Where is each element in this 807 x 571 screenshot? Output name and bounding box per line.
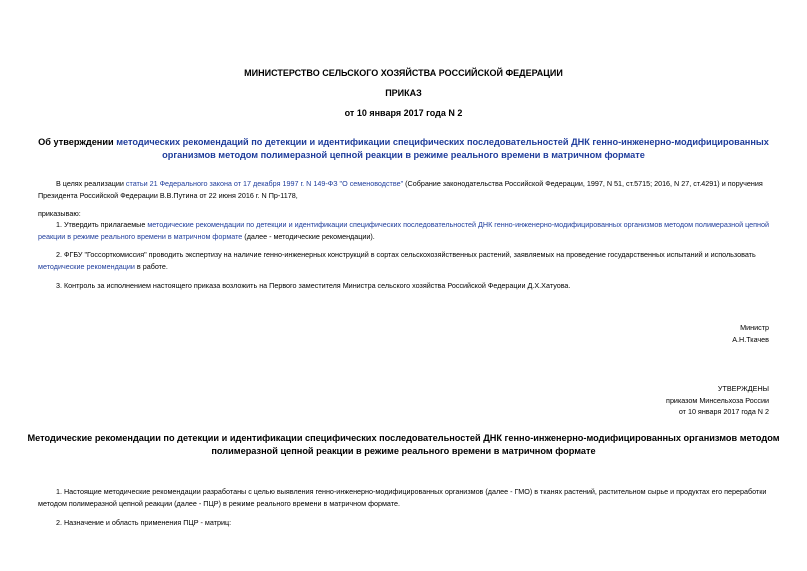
approval-line-3: от 10 января 2017 года N 2	[678, 407, 769, 416]
item-1-link[interactable]: методические рекомендации по детекции и идентификации специфических последовательностей ДНК генно-инженерно-модифицированных организмов методом полимеразной цепной	[147, 220, 770, 229]
law-link[interactable]: статьи 21 Федерального закона от 17 декабря 1997 г. N 149-ФЗ "О семеноводстве"	[125, 179, 404, 188]
item-3-line: 3. Контроль за исполнением настоящего приказа возложить на Первого заместителя Министра сельского хозяйства Российской Федерации Д.Х.Хатуова.	[56, 281, 571, 290]
recommendations-title	[0, 432, 807, 458]
order-item-1	[38, 219, 769, 242]
recommendations-title-line-1: Методические рекомендации по детекции и идентификации специфических последовательностей ДНК генно-инженерно-модифицированных организмов методом	[27, 433, 780, 443]
item-2-line-1: 2. ФГБУ "Госсорткомиссия" проводить экспертизу на наличие генно-инженерных конструкций в сортах сельскохозяйственных растений, заявляемых на проведение государственных испытаний и использовать	[56, 250, 756, 259]
approval-line-1: УТВЕРЖДЕНЫ	[717, 384, 769, 393]
item-2-line-2	[38, 261, 769, 273]
title-link-recommendations[interactable]: методических рекомендаций по детекции и идентификации специфических последовательностей ДНК генно-инженерно-модифицированных	[116, 137, 769, 147]
preamble-line-1	[38, 178, 769, 190]
signature-block	[732, 322, 769, 345]
preamble-text-cont: (Собрание законодательства Российской Федерации, 1997, N 51, ст.5715; 2016, N 27, ст.4291) и поручения	[403, 179, 763, 188]
rec-p1-line-2: методом полимеразной цепной реакции (далее - ПЦР) в режиме реального времени в матричном формате.	[38, 498, 400, 508]
document-type: ПРИКАЗ	[385, 88, 422, 98]
item-1-text: 1. Утвердить прилагаемые	[56, 220, 148, 229]
preamble-line-2: Президента Российской Федерации В.В.Путина от 22 июня 2016 г. N Пр-1178,	[38, 190, 298, 200]
item-2-link[interactable]: методические рекомендации	[38, 261, 135, 271]
preamble-paragraph	[38, 178, 769, 201]
recommendations-paragraph-2	[38, 517, 769, 529]
title-prefix: Об утверждении	[38, 137, 117, 147]
ministry-name: МИНИСТЕРСТВО СЕЛЬСКОГО ХОЗЯЙСТВА РОССИЙСКОЙ ФЕДЕРАЦИИ	[244, 68, 563, 78]
item-2-text-cont: в работе.	[134, 261, 168, 271]
preamble-text: В целях реализации	[56, 179, 126, 188]
order-item-3	[38, 280, 769, 292]
order-item-2	[38, 249, 769, 272]
recommendations-title-line-2: полимеразной цепной реакции в режиме реального времени в матричном формате	[211, 446, 596, 456]
approval-block	[666, 383, 769, 418]
item-1-line-1	[38, 219, 769, 231]
title-line-2	[0, 149, 807, 162]
title-link-recommendations-cont[interactable]: организмов методом полимеразной цепной реакции в режиме реального времени в матричном формате	[162, 150, 645, 160]
document-date-number: от 10 января 2017 года N 2	[344, 108, 463, 118]
document-title	[0, 136, 807, 162]
recommendations-paragraph-1	[38, 486, 769, 509]
signature-name: А.Н.Ткачев	[732, 334, 769, 344]
rec-p1-line-1: 1. Настоящие методические рекомендации разработаны с целью выявления генно-инженерно-модифицированных организмов (далее - ГМО) в тканях растений, растительном сырье и продуктах его переработки	[56, 487, 767, 496]
approval-line-2: приказом Минсельхоза России	[666, 395, 769, 405]
title-line-1	[0, 136, 807, 149]
order-word: приказываю:	[38, 209, 81, 218]
signature-position: Министр	[740, 323, 769, 332]
item-1-link-cont[interactable]: реакции в режиме реального времени в матричном формате	[38, 231, 243, 241]
rec-p2-line: 2. Назначение и область применения ПЦР - матриц:	[56, 518, 232, 527]
item-1-line-2	[38, 231, 769, 243]
item-1-text-cont: (далее - методические рекомендации).	[242, 231, 375, 241]
